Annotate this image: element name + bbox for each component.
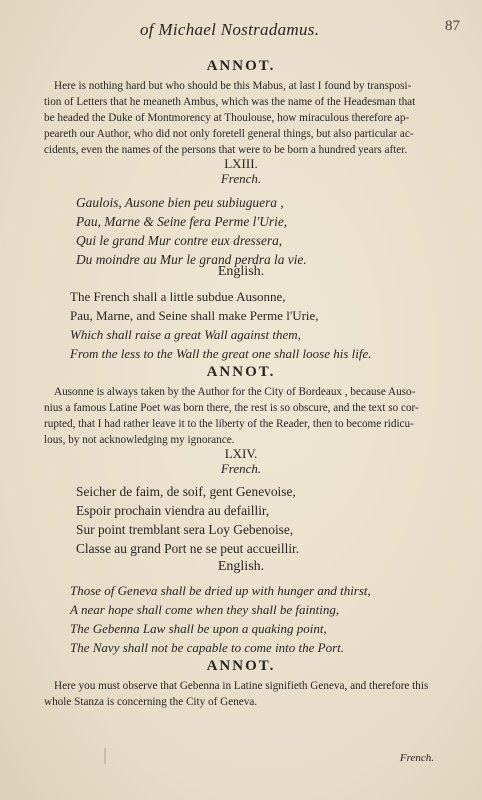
annot-paragraph: [44, 678, 440, 710]
english-verse: [70, 581, 430, 657]
verse-line: Gaulois, Ausone bien peu subiuguera ,: [76, 195, 284, 210]
verse-line: Seicher de faim, de soif, gent Genevoise,: [76, 484, 296, 499]
text-line: be headed the Duke of Montmorency at Thoulouse, how miraculous therefore ap-: [44, 112, 410, 124]
verse-line: Pau, Marne & Seine fera Perme l'Urie,: [76, 214, 288, 229]
verse-line: The Navy shall not be capable to come into the Port.: [70, 640, 345, 655]
verse-line: The French shall a little subdue Ausonne,: [70, 289, 286, 304]
paper-mark: [104, 748, 106, 764]
page-header: [0, 20, 482, 44]
verse-line: Sur point tremblant sera Loy Gebenoise,: [76, 522, 294, 537]
running-title: of Michael Nostradamus.: [140, 20, 320, 39]
verse-line: From the less to the Wall the great one shall loose his life.: [70, 346, 372, 361]
text-line: rupted, that I had rather leave it to the liberty of the Reader, then to become ridicu-: [44, 418, 414, 430]
french-verse: [76, 482, 436, 558]
annot-paragraph: [44, 78, 440, 158]
french-verse: [76, 193, 436, 269]
annot-heading: ANNOT.: [206, 58, 276, 74]
english-label: English.: [217, 264, 265, 279]
text-line: Ausonne is always taken by the Author for the City of Bordeaux , because Auso-: [54, 386, 416, 398]
verse-line: Pau, Marne, and Seine shall make Perme l'Urie,: [70, 308, 319, 323]
annot-heading: ANNOT.: [206, 364, 276, 380]
verse-line: Classe au grand Port ne se peut accueillir.: [76, 541, 300, 556]
page-number: 87: [445, 18, 460, 34]
annot-heading: ANNOT.: [206, 658, 276, 674]
text-line: lous, by not acknowledging my ignorance.: [44, 434, 235, 446]
french-label: French.: [220, 171, 262, 186]
catchword: French.: [399, 752, 434, 764]
french-label: French.: [220, 461, 262, 476]
quatrain-number: LXIII.: [224, 156, 258, 171]
text-line: Here you must observe that Gebenna in Latine signifieth Geneva, and therefore this: [54, 680, 429, 692]
quatrain-number: LXIV.: [224, 446, 258, 461]
verse-line: Du moindre au Mur le grand perdra la vie.: [76, 252, 307, 267]
text-line: whole Stanza is concerning the City of Geneva.: [44, 696, 258, 708]
text-line: tion of Letters that he meaneth Ambus, which was the name of the Headesman that: [44, 96, 416, 108]
text-line: peareth our Author, who did not only foretell general things, but also particular ac-: [44, 128, 414, 140]
verse-line: A near hope shall come when they shall be fainting,: [70, 602, 340, 617]
english-label: English.: [217, 559, 265, 574]
english-verse: [70, 287, 430, 363]
verse-line: Espoir prochain viendra au defaillir,: [76, 503, 270, 518]
text-line: Here is nothing hard but who should be this Mabus, at last I found by transposi-: [54, 80, 412, 92]
verse-line: Qui le grand Mur contre eux dressera,: [76, 233, 283, 248]
text-line: cidents, even the names of the persons that were to be born a hundred years after.: [44, 144, 408, 156]
annot-paragraph: [44, 384, 440, 448]
verse-line: Which shall raise a great Wall against them,: [70, 327, 301, 342]
verse-line: The Gebenna Law shall be upon a quaking point,: [70, 621, 327, 636]
verse-line: Those of Geneva shall be dried up with hunger and thirst,: [70, 583, 371, 598]
text-line: nius a famous Latine Poet was born there, the rest is so obscure, and the text so cor-: [44, 402, 419, 414]
